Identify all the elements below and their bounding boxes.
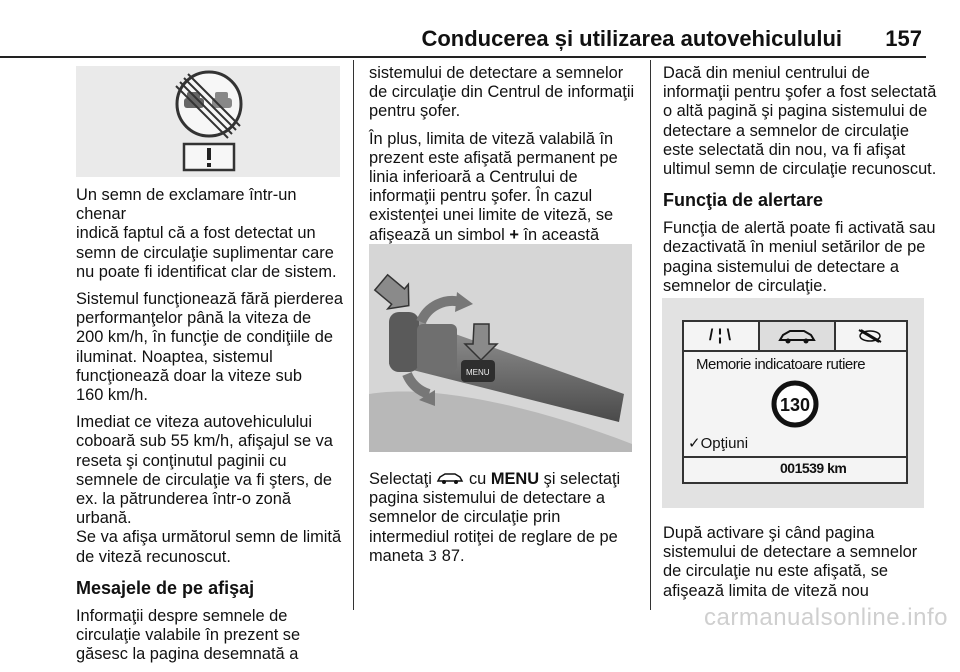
- column-3-bottom: [663, 524, 937, 609]
- speed-limit-value: 130: [779, 395, 811, 415]
- column-2-top: [369, 64, 641, 272]
- display-options: [688, 434, 748, 452]
- paragraph: Dacă din meniul centrului de informaţii pentru şofer a fost selectată o altă pagină şi pagina sistemului de detectare a semnelor de circulaţie este selectată din nou, va fi afişat ultimul semn de circulaţie recunoscut.: [663, 64, 937, 179]
- paragraph: Imediat ce viteza autovehiculului coboară sub 55 km/h, afişajul se va reseta şi conţinutul paginii cu semnele de circulaţie va fi şters, de ex. la pătrunderea într-o zonă urbană. Se va afişa următorul semn de limită de viteză recunoscut.: [76, 413, 342, 566]
- plus-symbol: +: [509, 225, 519, 244]
- section-heading: Mesajele de pe afişaj: [76, 577, 255, 598]
- steering-stalk-illustration: [369, 244, 632, 452]
- paragraph: Un semn de exclamare într-un chenar indică faptul că a fost detectat un semn de circulaţie suplimentar care nu poate fi identificat clar de sistem.: [76, 186, 337, 281]
- paragraph: [369, 470, 641, 567]
- paragraph: sistemului de detectare a semnelor de circulaţie din Centrul de informaţii pentru şofer.: [369, 64, 635, 121]
- traffic-sign-display-figure: [662, 298, 924, 508]
- stalk-figure: [369, 244, 632, 452]
- header-title: Conducerea și utilizarea autovehiculului: [421, 26, 842, 51]
- paragraph: Funcţia de alertă poate fi activată sau dezactivată în meniul setărilor de pe pagina sistemului de detectare a semnelor de circulaţie.: [663, 219, 936, 295]
- paragraph: Informaţii despre semnele de circulaţie valabile în prezent se găsesc la pagina desemnată a: [76, 606, 301, 664]
- display-title: Memorie indicatoare rutiere: [696, 356, 866, 373]
- page-number: 157: [885, 26, 922, 51]
- page-reference-icon: 3: [428, 548, 438, 565]
- end-no-overtaking-sign-icon: [76, 66, 340, 177]
- paragraph-text: cu: [464, 470, 491, 488]
- menu-label: MENU: [490, 470, 540, 488]
- display-tabs: [684, 322, 906, 352]
- column-2-bottom: [369, 470, 641, 575]
- options-label: Opţiuni: [700, 435, 749, 452]
- car-icon: [777, 327, 817, 345]
- paragraph-text: În plus, limita de viteză valabilă în prezent este afişată permanent pe linia inferioară a Centrului de informaţii pentru şofer. În cazul existenţei unei limite de viteză, se afişează un simbol: [369, 129, 618, 244]
- header-rule: [0, 56, 926, 58]
- divider: [684, 456, 906, 458]
- page-reference: 87.: [437, 546, 465, 565]
- column-divider: [650, 60, 651, 610]
- odometer: 001539 km: [780, 460, 847, 476]
- tab-car: [758, 322, 836, 350]
- column-divider: [353, 60, 354, 610]
- paragraph: Sistemul funcţionează fără pierderea performanţelor până la viteza de 200 km/h, în funcţie de condiţiile de iluminat. Noaptea, sistemul funcţionează doar la viteze sub 160 km/h.: [76, 290, 343, 405]
- page-header: [0, 0, 960, 56]
- paragraph: După activare şi când pagina sistemului de detectare a semnelor de circulaţie nu este afişată, se afişează limita de viteză nou: [663, 524, 918, 600]
- car-icon: [436, 471, 464, 485]
- section-heading: Funcţia de alertare: [663, 190, 824, 211]
- tab-road-icon: / ¦ \: [708, 327, 732, 344]
- traffic-sign-icon: [857, 328, 883, 344]
- check-icon: ✓: [688, 434, 701, 452]
- speed-limit-sign-icon: [771, 380, 819, 428]
- paragraph-text: şi selectaţi pagina sistemului de detectare a semnelor de circulaţie prin intermediul rotiţei de reglare de pe maneta: [369, 470, 621, 565]
- paragraph-text: în această: [523, 225, 600, 244]
- watermark: carmanualsonline.info: [704, 604, 948, 631]
- driver-info-display: [682, 320, 908, 484]
- column-1: [76, 186, 348, 672]
- column-3-top: [663, 64, 937, 304]
- paragraph-text: Selectaţi: [369, 470, 437, 488]
- end-no-overtaking-figure: [76, 66, 340, 177]
- tab-traffic-sign: [834, 322, 906, 350]
- stalk-menu-label: MENU: [466, 368, 490, 377]
